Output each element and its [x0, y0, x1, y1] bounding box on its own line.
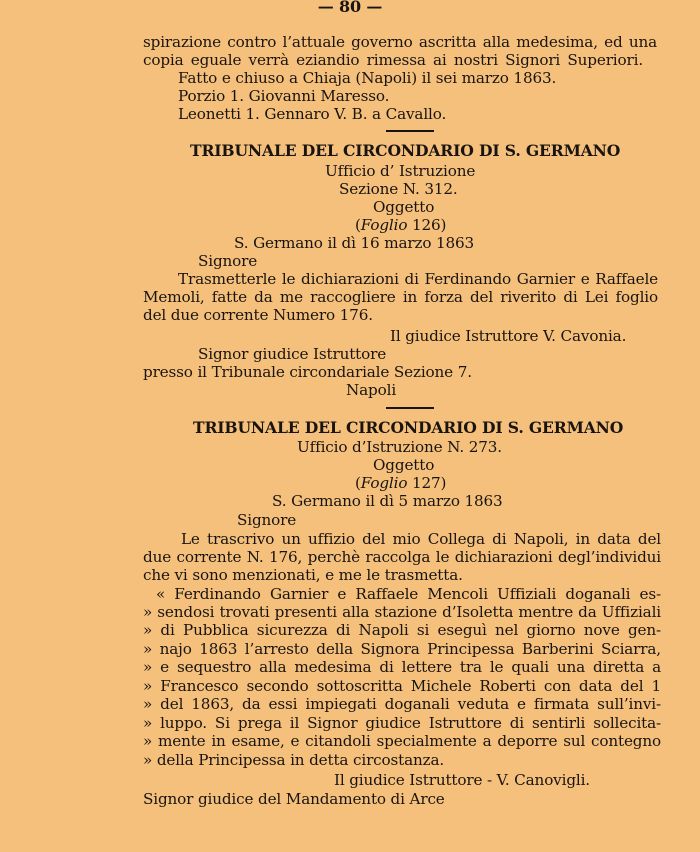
body-line: Le trascrivo un uffizio del mio Collega di Napoli, in data del: [181, 530, 661, 548]
office-line: Ufficio d’Istruzione N. 273.: [297, 438, 502, 456]
body-line: Memoli, fatte da me raccogliere in forza del riverito di Lei foglio: [143, 288, 658, 306]
text-line: spirazione contro l’attuale governo ascritta alla medesima, ed una: [143, 33, 657, 51]
folio-word: Foglio: [360, 474, 408, 492]
quote-line: » e sequestro alla medesima di lettere tra le quali una diretta a: [143, 658, 661, 676]
body-line: due corrente N. 176, perchè raccolga le dichiarazioni degl’individui: [143, 548, 661, 566]
body-line: Trasmetterle le dichiarazioni di Ferdinando Garnier e Raffaele: [178, 270, 658, 288]
signature: Il giudice Istruttore - V. Canovigli.: [334, 771, 590, 789]
text-line: Leonetti 1. Gennaro V. B. a Cavallo.: [178, 105, 447, 123]
section-line: Sezione N. 312.: [339, 180, 458, 198]
salutation: Signore: [237, 511, 297, 529]
folio-ref: (Foglio 127): [355, 474, 447, 492]
page-number: — 80 —: [317, 0, 383, 16]
addressee-line: Signor giudice Istruttore: [198, 345, 387, 363]
quote-line: » del 1863, da essi impiegati doganali veduta e firmata sull’invi-: [143, 695, 661, 713]
quote-line: » sendosi trovati presenti alla stazione d’Isoletta mentre da Uffiziali: [143, 603, 661, 621]
quote-line: « Ferdinando Garnier e Raffaele Mencoli Uffiziali doganali es-: [156, 585, 661, 603]
signature: Il giudice Istruttore V. Cavonia.: [390, 327, 627, 345]
body-line: che vi sono menzionati, e me le trasmetta.: [143, 566, 463, 584]
date-line: S. Germano il dì 16 marzo 1863: [234, 234, 475, 252]
salutation: Signore: [198, 252, 258, 270]
folio-word: Foglio: [360, 216, 408, 234]
addressee-line: presso il Tribunale circondariale Sezione 7.: [143, 363, 472, 381]
office-line: Ufficio d’ Istruzione: [325, 162, 476, 180]
quote-line: » najo 1863 l’arresto della Signora Principessa Barberini Sciarra,: [143, 640, 661, 658]
quote-line: » mente in esame, e citandoli specialmente a deporre sul contegno: [143, 732, 661, 750]
quote-line: » luppo. Si prega il Signor giudice Istruttore di sentirli sollecita-: [143, 714, 661, 732]
text-line: Fatto e chiuso a Chiaja (Napoli) il sei marzo 1863.: [178, 69, 557, 87]
court-header: TRIBUNALE DEL CIRCONDARIO DI S. GERMANO: [190, 141, 621, 160]
quote-line: » della Principessa in detta circostanza.: [143, 751, 445, 769]
addressee-line: Signor giudice del Mandamento di Arce: [143, 790, 445, 808]
text-line: Porzio 1. Giovanni Maresso.: [178, 87, 390, 105]
separator-rule: [386, 407, 434, 409]
quote-line: » di Pubblica sicurezza di Napoli si eseguì nel giorno nove gen-: [143, 621, 661, 639]
date-line: S. Germano il dì 5 marzo 1863: [272, 492, 503, 510]
folio-ref: (Foglio 126): [355, 216, 447, 234]
addressee-line: Napoli: [346, 381, 397, 399]
subject-label: Oggetto: [373, 198, 435, 216]
text-line: copia eguale verrà eziandio rimessa ai nostri Signori Superiori.: [143, 51, 643, 69]
court-header: TRIBUNALE DEL CIRCONDARIO DI S. GERMANO: [193, 418, 624, 437]
body-line: del due corrente Numero 176.: [143, 306, 373, 324]
separator-rule: [386, 130, 434, 132]
subject-label: Oggetto: [373, 456, 435, 474]
quote-line: » Francesco secondo sottoscritta Michele Roberti con data del 1: [143, 677, 661, 695]
